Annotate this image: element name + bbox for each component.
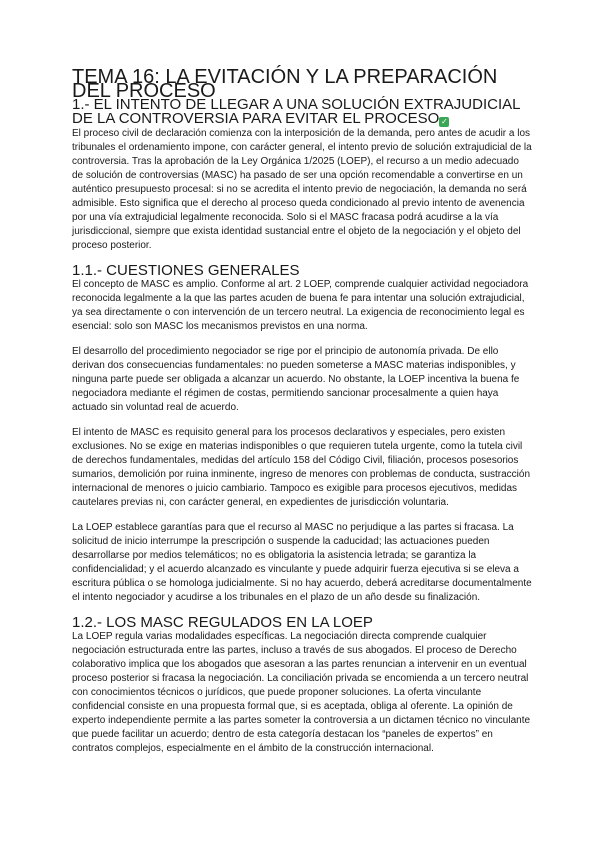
document-title: TEMA 16: LA EVITACIÓN Y LA PREPARACIÓN DEL PROCESO — [72, 66, 498, 102]
section-1-1-heading: 1.1.- CUESTIONES GENERALES — [72, 262, 300, 279]
document-page — [72, 66, 532, 756]
section-1-1-paragraph-3: El intento de MASC es requisito general para los procesos declarativos y especiales, pero existen exclusiones. No se exige en materias indisponibles o que requieren tutela urgente, como la tutela civil de derechos fundamentales, medidas del artículo 158 del Código Civil, filiación, procesos posesorios sumarios, demolición por ruina inminente, ingreso de menores con problemas de conducta, sustracción internacional de menores o juicio cambiario. Tampoco es exigible para procesos ejecutivos, medidas cautelares previas ni, con carácter general, en expedientes de jurisdicción voluntaria. — [72, 427, 531, 508]
section-1-2-heading: 1.2.- LOS MASC REGULADOS EN LA LOEP — [72, 614, 373, 631]
section-1-heading — [72, 98, 532, 127]
section-1-1-paragraph-1: El concepto de MASC es amplio. Conforme al art. 2 LOEP, comprende cualquier actividad negociadora reconocida legalmente a la que las partes acuden de buena fe para intentar una solución extrajudicial, ya sea directamente o con intervención de un tercero neutral. La exigencia de reconocimiento legal es esencial: solo son MASC los mecanismos previstos en una norma. — [72, 279, 529, 332]
section-1-1-paragraph-2: El desarrollo del procedimiento negociador se rige por el principio de autonomía privada. De ello derivan dos consecuencias fundamentales: no pueden someterse a MASC materias indisponibles, y ninguna parte puede ser obligada a alcanzar un acuerdo. No obstante, la LOEP incentiva la buena fe negociadora mediante el régimen de costas, permitiendo sancionar procesalmente a quien haya actuado sin voluntad real de acuerdo. — [72, 346, 520, 413]
section-1-2-paragraph: La LOEP regula varias modalidades específicas. La negociación directa comprende cualquier negociación estructurada entre las partes, incluso a través de sus abogados. El proceso de Derecho colaborativo implica que los abogados que asesoran a las partes renuncian a intervenir en un eventual proceso posterior si fracasa la negociación. La conciliación privada se encomienda a un tercero neutral con conocimientos técnicos o jurídicos, que puede proponer soluciones. La oferta vinculante confidencial consiste en una propuesta formal que, si es aceptada, obliga al oferente. La opinión de experto independiente permite a las partes someter la controversia a un dictamen técnico no vinculante que puede facilitar un acuerdo; dentro de esta categoría destacan los “paneles de expertos” en contratos complejos, especialmente en el ámbito de la construcción internacional. — [72, 631, 531, 754]
section-1-heading-text: 1.- EL INTENTO DE LLEGAR A UNA SOLUCIÓN EXTRAJUDICIAL DE LA CONTROVERSIA PARA EVITAR EL PROCESO — [72, 96, 520, 127]
section-1-1-paragraph-4: La LOEP establece garantías para que el recurso al MASC no perjudique a las partes si fracasa. La solicitud de inicio interrumpe la prescripción o suspende la caducidad; las actuaciones pueden desarrollarse por medios telemáticos; no es obligatoria la asistencia letrada; se garantiza la confidencialidad; y el acuerdo alcanzado es vinculante y puede adquirir fuerza ejecutiva si se eleva a escritura pública o se homologa judicialmente. Si no hay acuerdo, deberá acreditarse documentalmente el intento negociador y acudirse a los tribunales en el plazo de un año desde su finalización. — [72, 522, 532, 603]
section-1-paragraph: El proceso civil de declaración comienza con la interposición de la demanda, pero antes de acudir a los tribunales el ordenamiento impone, con carácter general, el intento previo de solución extrajudicial de la controversia. Tras la aprobación de la Ley Orgánica 1/2025 (LOEP), el recurso a un medio adecuado de solución de controversias (MASC) ha pasado de ser una opción recomendable a convertirse en un auténtico presupuesto procesal: si no se acredita el intento previo de negociación, la demanda no será admisible. Esto significa que el derecho al proceso queda condicionado al previo intento de avenencia por una vía extrajudicial legalmente reconocida. Solo si el MASC fracasa podrá acudirse a la vía jurisdiccional, siempre que exista identidad sustancial entre el objeto de la negociación y el objeto del proceso posterior. — [72, 128, 532, 251]
check-mark-icon: ✓ — [440, 117, 448, 126]
